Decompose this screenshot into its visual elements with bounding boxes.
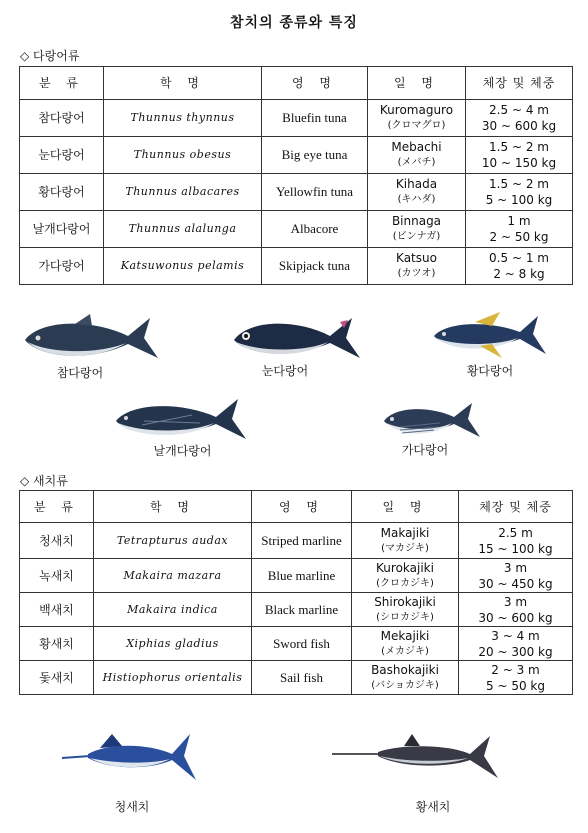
row-name: 눈다랑어 — [20, 137, 104, 174]
table-row — [20, 661, 573, 695]
length: 3 ~ 4 m — [491, 628, 540, 643]
row-name: 가다랑어 — [20, 248, 104, 285]
row-size — [459, 593, 573, 627]
table-row — [20, 248, 573, 285]
row-name: 날개다랑어 — [20, 211, 104, 248]
jp-name: Makajiki — [380, 525, 430, 540]
row-name: 백새치 — [20, 593, 94, 627]
jp-kana: (カツオ) — [397, 268, 436, 279]
row-sci: Histiophorus orientalis — [94, 661, 252, 695]
weight: 5 ~ 100 kg — [485, 193, 553, 207]
row-name: 돛새치 — [20, 661, 94, 695]
row-sci: Thunnus thynnus — [104, 100, 262, 137]
row-jp — [368, 211, 466, 248]
row-eng: Sail fish — [252, 661, 352, 695]
row-jp — [352, 559, 459, 593]
jp-name: Mebachi — [391, 140, 442, 154]
row-jp — [352, 627, 459, 661]
jp-name: Katsuo — [396, 251, 437, 265]
skipjack-tuna-image — [380, 397, 485, 442]
bluefin-tuna-image — [20, 310, 165, 365]
row-size — [466, 137, 573, 174]
jp-name: Shirokajiki — [374, 594, 436, 609]
header-japanese: 일 명 — [352, 491, 459, 523]
length: 0.5 ~ 1 m — [489, 251, 549, 265]
table-row — [20, 627, 573, 661]
row-jp — [368, 174, 466, 211]
jp-kana: (ビンナガ) — [392, 231, 441, 242]
marlin-table-header — [20, 491, 573, 523]
row-eng: Black marline — [252, 593, 352, 627]
row-size — [466, 248, 573, 285]
row-sci: Makaira indica — [94, 593, 252, 627]
jp-kana: (メバチ) — [397, 157, 436, 168]
striped-marlin-image — [60, 728, 200, 784]
section-tuna-label: ◇ 다랑어류 — [20, 49, 80, 63]
header-class: 분 류 — [20, 67, 104, 100]
caption-swordfish: 황새치 — [415, 800, 451, 814]
row-eng: Big eye tuna — [262, 137, 368, 174]
row-name: 참다랑어 — [20, 100, 104, 137]
row-jp — [352, 593, 459, 627]
swordfish-image — [330, 732, 505, 782]
jp-name: Binnaga — [391, 214, 442, 228]
header-scientific: 학 명 — [94, 491, 252, 523]
row-name: 황다랑어 — [20, 174, 104, 211]
row-jp — [368, 137, 466, 174]
length: 1.5 ~ 2 m — [489, 177, 549, 191]
jp-kana: (キハダ) — [397, 194, 436, 205]
header-english: 영 명 — [252, 491, 352, 523]
row-sci: Thunnus alalunga — [104, 211, 262, 248]
header-size: 체장 및 체중 — [459, 491, 573, 523]
jp-name: Kuromaguro — [379, 103, 454, 117]
row-size — [459, 661, 573, 695]
table-row — [20, 523, 573, 559]
caption-skipjack: 가다랑어 — [401, 443, 449, 457]
row-size — [459, 627, 573, 661]
weight: 5 ~ 50 kg — [486, 678, 545, 693]
row-eng: Blue marline — [252, 559, 352, 593]
yellowfin-tuna-image — [430, 310, 550, 360]
table-row — [20, 559, 573, 593]
jp-kana: (クロカジキ) — [376, 577, 434, 589]
weight: 30 ~ 600 kg — [478, 610, 553, 625]
row-eng: Yellowfin tuna — [262, 174, 368, 211]
caption-bluefin: 참다랑어 — [56, 366, 104, 380]
row-eng: Skipjack tuna — [262, 248, 368, 285]
jp-kana: (マカジキ) — [381, 542, 429, 554]
weight: 15 ~ 100 kg — [478, 541, 553, 556]
row-jp — [368, 100, 466, 137]
row-eng: Albacore — [262, 211, 368, 248]
row-size — [459, 559, 573, 593]
tuna-table-header — [20, 67, 573, 100]
jp-name: Mekajiki — [380, 628, 430, 643]
table-row — [20, 593, 573, 627]
jp-kana: (クロマグロ) — [387, 120, 446, 131]
caption-striped-marlin: 청새치 — [114, 800, 150, 814]
length: 2.5 ~ 4 m — [489, 103, 549, 117]
header-english: 영 명 — [262, 67, 368, 100]
table-row — [20, 137, 573, 174]
page-title: 참치의 종류와 특징 — [230, 15, 358, 31]
header-scientific: 학 명 — [104, 67, 262, 100]
albacore-image — [112, 393, 252, 443]
section-marlin-label: ◇ 새치류 — [20, 474, 68, 488]
length: 1 m — [507, 214, 531, 228]
row-eng: Sword fish — [252, 627, 352, 661]
row-eng: Striped marline — [252, 523, 352, 559]
row-sci: Tetrapturus audax — [94, 523, 252, 559]
row-name: 녹새치 — [20, 559, 94, 593]
row-jp — [352, 523, 459, 559]
row-eng: Bluefin tuna — [262, 100, 368, 137]
header-class: 분 류 — [20, 491, 94, 523]
weight: 2 ~ 50 kg — [489, 230, 549, 244]
bigeye-tuna-image — [230, 312, 365, 362]
length: 1.5 ~ 2 m — [489, 140, 549, 154]
length: 3 m — [503, 560, 528, 575]
caption-yellowfin: 황다랑어 — [466, 364, 514, 378]
row-jp — [368, 248, 466, 285]
jp-name: Bashokajiki — [371, 662, 439, 677]
row-size — [466, 174, 573, 211]
jp-kana: (バショカジキ) — [371, 679, 439, 691]
weight: 2 ~ 8 kg — [493, 267, 545, 281]
row-name: 청새치 — [20, 523, 94, 559]
row-jp — [352, 661, 459, 695]
row-sci: Makaira mazara — [94, 559, 252, 593]
jp-kana: (シロカジキ) — [376, 611, 434, 623]
tuna-table — [19, 66, 573, 285]
length: 2 ~ 3 m — [491, 662, 540, 677]
row-sci: Thunnus albacares — [104, 174, 262, 211]
weight: 20 ~ 300 kg — [478, 644, 553, 659]
header-size: 체장 및 체중 — [466, 67, 573, 100]
jp-name: Kurokajiki — [376, 560, 434, 575]
row-sci: Katsuwonus pelamis — [104, 248, 262, 285]
row-name: 황새치 — [20, 627, 94, 661]
header-japanese: 일 명 — [368, 67, 466, 100]
length: 3 m — [503, 594, 528, 609]
caption-bigeye: 눈다랑어 — [261, 364, 309, 378]
table-row — [20, 174, 573, 211]
row-size — [459, 523, 573, 559]
weight: 30 ~ 600 kg — [481, 119, 557, 133]
jp-name: Kihada — [395, 177, 438, 191]
weight: 10 ~ 150 kg — [481, 156, 557, 170]
caption-albacore: 날개다랑어 — [153, 444, 212, 458]
length: 2.5 m — [498, 525, 533, 540]
row-size — [466, 211, 573, 248]
row-sci: Thunnus obesus — [104, 137, 262, 174]
row-size — [466, 100, 573, 137]
table-row — [20, 100, 573, 137]
row-sci: Xiphias gladius — [94, 627, 252, 661]
weight: 30 ~ 450 kg — [478, 576, 553, 591]
table-row — [20, 211, 573, 248]
marlin-table — [19, 490, 573, 695]
jp-kana: (メカジキ) — [381, 645, 429, 657]
